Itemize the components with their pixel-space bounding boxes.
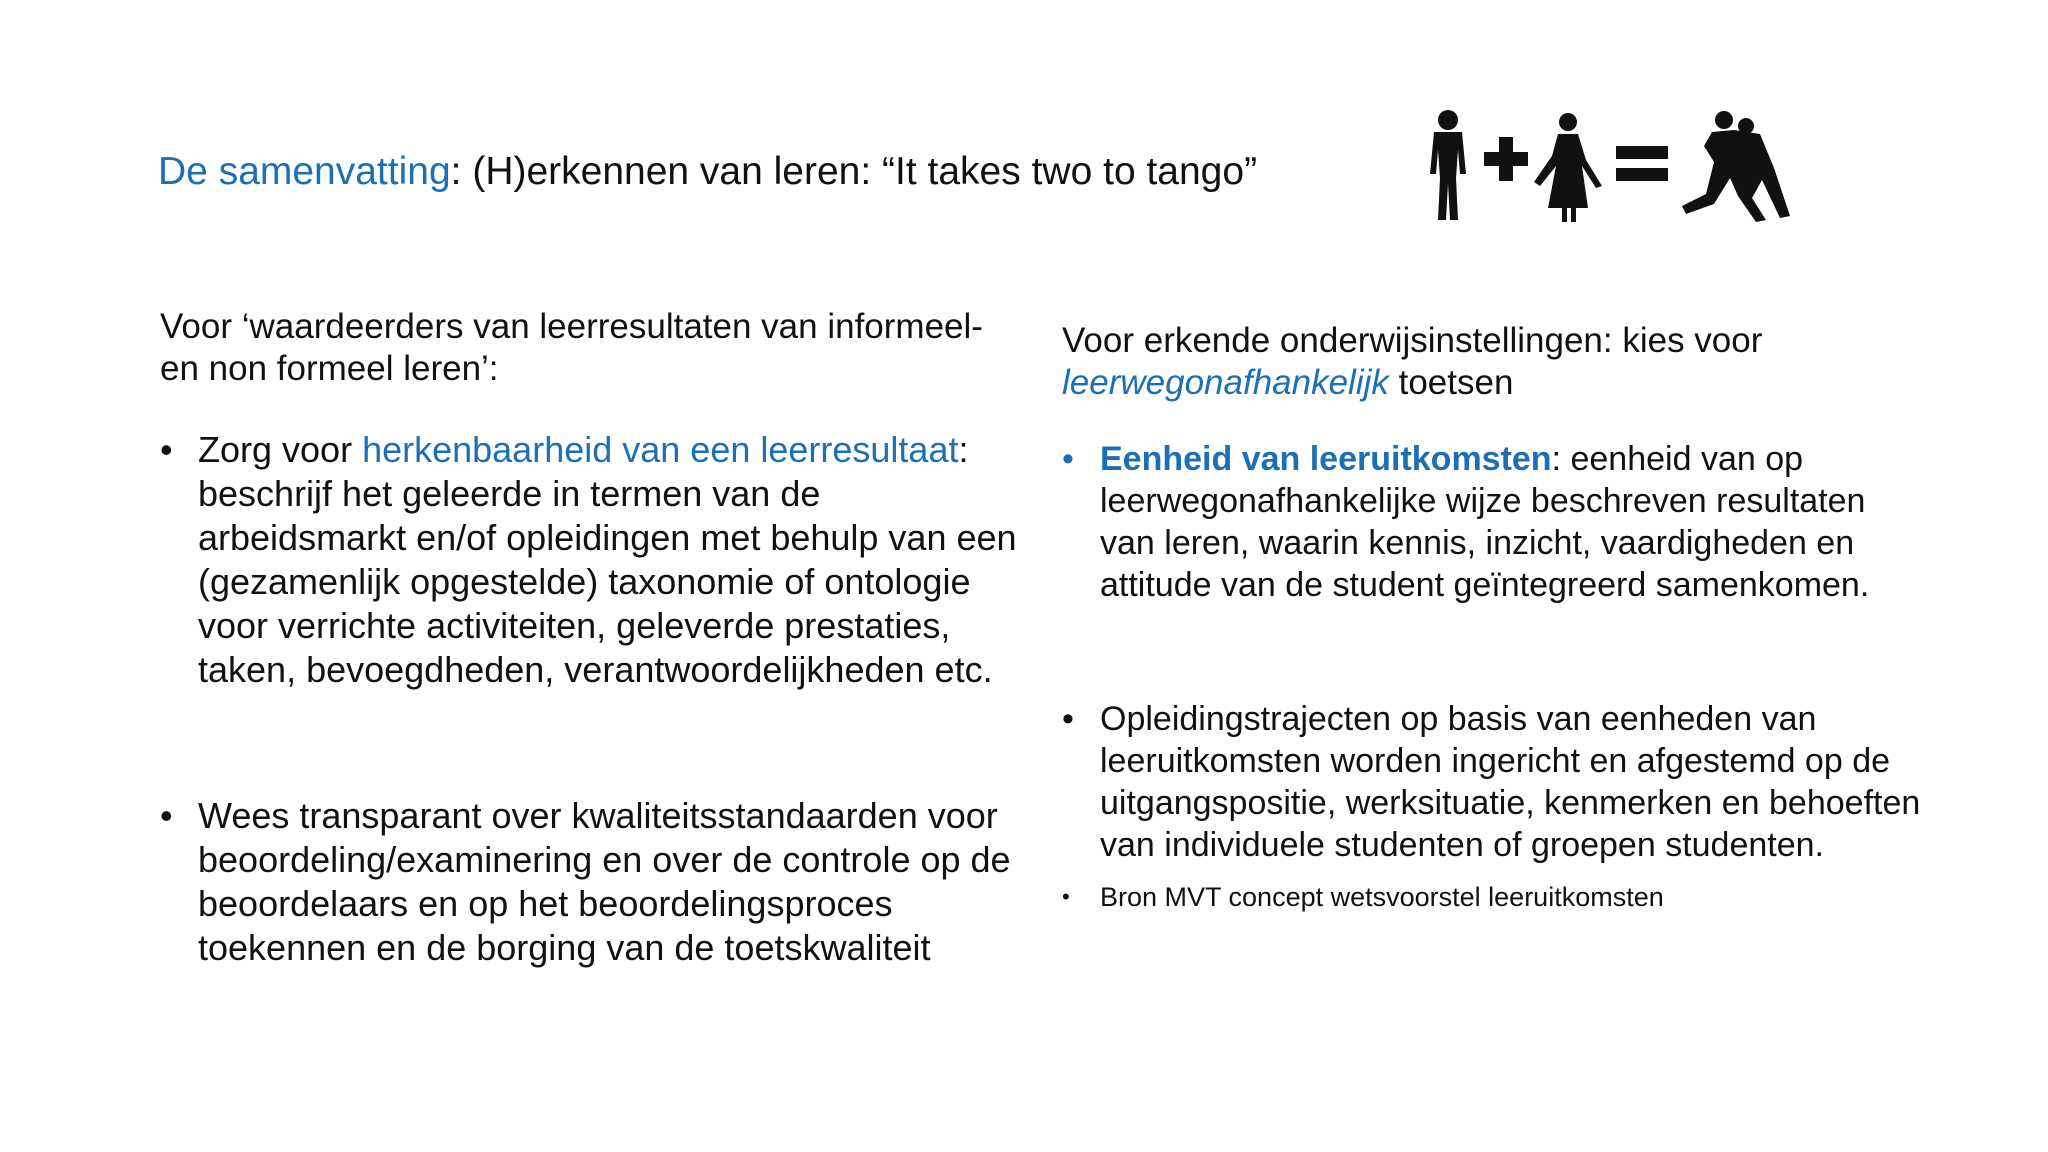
item-text-pre: Zorg voor <box>198 429 363 470</box>
intro-text-pre: Voor erkende onderwijsinstellingen: kies voor <box>1062 321 1763 360</box>
list-item <box>160 428 1020 692</box>
bullet-icon: • <box>1062 700 1074 738</box>
list-item <box>1062 698 1922 866</box>
left-bullet-list <box>160 428 1020 970</box>
bullet-icon: • <box>160 429 173 470</box>
item-text: Opleidingstrajecten op basis van eenheden van leeruitkomsten worden ingericht en afgestemd op de uitgangspositie, werksituatie, kenmerken en behoeften van individuele studenten of groepen studenten. <box>1100 700 1921 864</box>
list-item <box>1062 438 1922 606</box>
left-column <box>160 306 1020 970</box>
item-text-post: : eenheid van op leerwegonafhankelijke wijze beschreven resultaten van leren, waarin kennis, inzicht, vaardigheden en attitude van de student geïntegreerd samenkomen. <box>1100 440 1870 604</box>
item-text: Wees transparant over kwaliteitsstandaarden voor beoordeling/examinering en over de controle op de beoordelaars en op het beoordelingsproces toekennen en de borging van de toetskwaliteit <box>198 795 1011 968</box>
item-text-post: : beschrijf het geleerde in termen van de arbeidsmarkt en/of opleidingen met behulp van een (gezamenlijk opgestelde) taxonomie of ontologie voor verrichte activiteiten, geleverde prestaties, taken, bevoegdheden, verantwoordelijkheden etc. <box>198 429 1017 690</box>
right-bullet-list <box>1062 438 1922 914</box>
slide-title <box>158 146 1358 198</box>
title-accent: De samenvatting <box>158 150 451 193</box>
item-highlight: Eenheid van leeruitkomsten <box>1100 440 1552 478</box>
bullet-icon: • <box>1062 440 1074 478</box>
title-rest: : (H)erkennen van leren: “It takes two to tango” <box>450 150 1258 193</box>
item-highlight: herkenbaarheid van een leerresultaat <box>362 429 959 470</box>
source-note <box>1062 880 1922 914</box>
intro-text-post: toetsen <box>1388 363 1514 402</box>
right-column <box>1062 320 1922 914</box>
tango-couple-icon <box>1418 108 1808 226</box>
left-intro: Voor ‘waardeerders van leerresultaten van informeel- en non formeel leren’: <box>160 307 983 388</box>
bullet-icon: • <box>160 795 173 836</box>
source-text: Bron MVT concept wetsvoorstel leeruitkomsten <box>1100 882 1664 912</box>
right-intro <box>1062 320 1922 404</box>
intro-highlight: leerwegonafhankelijk <box>1062 363 1389 402</box>
bullet-icon: • <box>1062 884 1070 909</box>
list-item <box>160 794 1020 970</box>
